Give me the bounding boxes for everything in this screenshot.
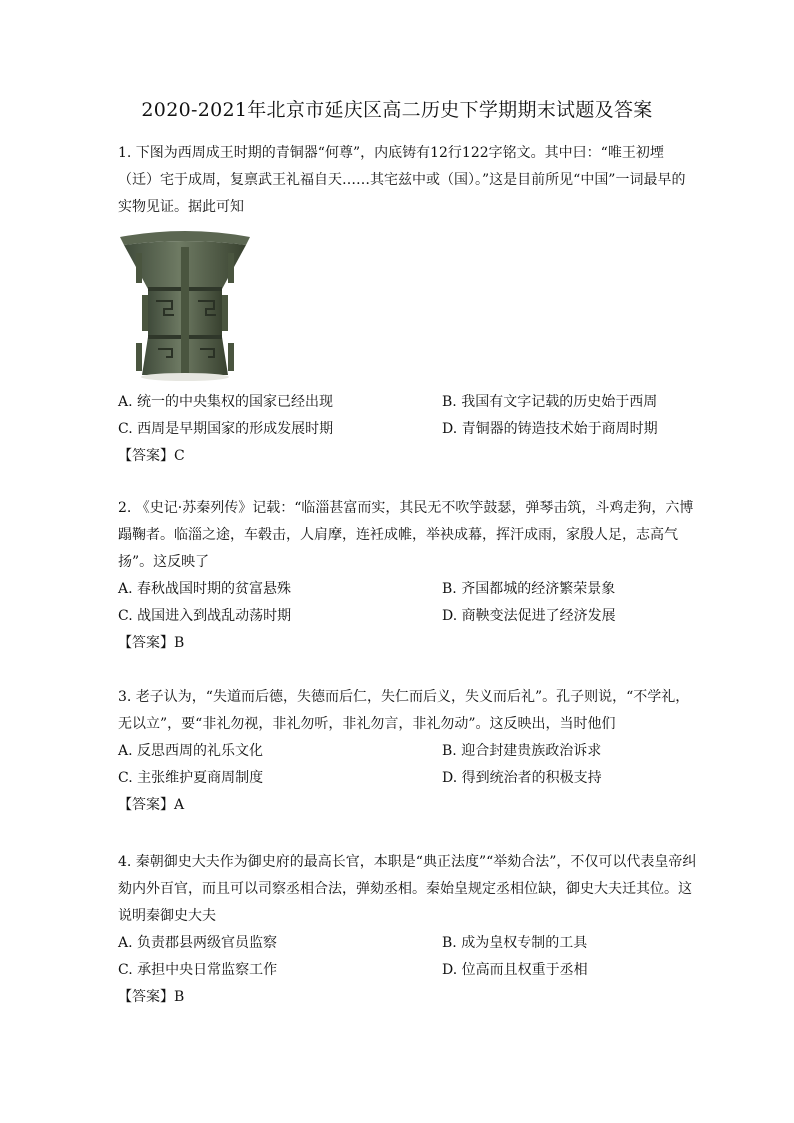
bronze-vessel-photo <box>118 231 252 383</box>
option-a: A. 统一的中央集权的国家已经出现 <box>118 394 334 410</box>
question-stem: 4. 秦朝御史大夫作为御史府的最高长官，本职是“典正法度”“举劾合法”，不仅可以代表皇帝纠劾内外百官，而且可以司察丞相合法，弹劾丞相。秦始皇规定丞相位缺，御史大夫迁其位。这说明秦御史大夫 <box>118 854 697 924</box>
option-d: D. 得到统治者的积极支持 <box>442 770 602 786</box>
document-title: 2020-2021年北京市延庆区高二历史下学期期末试题及答案 <box>141 99 653 121</box>
question-2 <box>118 495 698 657</box>
options <box>118 738 698 792</box>
options <box>118 930 698 984</box>
question-stem: 1. 下图为西周成王时期的青铜器“何尊”，内底铸有12行122字铭文。其中曰：“唯王初堙（迁）宅于成周，复禀武王礼福自天……其宅兹中或（国）。”这是目前所见“中国”一词最早的实物见证。据此可知 <box>118 145 686 215</box>
question-1 <box>118 140 698 470</box>
option-c: C. 西周是早期国家的形成发展时期 <box>118 421 334 437</box>
question-stem: 2. 《史记·苏秦列传》记载：“临淄甚富而实，其民无不吹竽鼓瑟，弹琴击筑，斗鸡走狗，六博蹋鞠者。临淄之途，车毂击，人肩摩，连衽成帷，举袂成幕，挥汗成雨，家殷人足，志高气扬”。这反映了 <box>118 500 694 570</box>
option-c: C. 战国进入到战乱动荡时期 <box>118 608 292 624</box>
options <box>118 389 698 443</box>
options <box>118 576 698 630</box>
answer-label: 【答案】B <box>118 635 185 651</box>
option-a: A. 负责郡县两级官员监察 <box>118 935 278 951</box>
option-d: D. 商鞅变法促进了经济发展 <box>442 608 616 624</box>
answer-label: 【答案】C <box>118 448 185 464</box>
option-c: C. 主张维护夏商周制度 <box>118 770 264 786</box>
option-b: B. 我国有文字记载的历史始于西周 <box>442 394 658 410</box>
option-a: A. 春秋战国时期的贫富悬殊 <box>118 581 292 597</box>
option-b: B. 齐国都城的经济繁荣景象 <box>442 581 616 597</box>
option-c: C. 承担中央日常监察工作 <box>118 962 278 978</box>
question-4 <box>118 849 698 1011</box>
answer-label: 【答案】B <box>118 989 185 1005</box>
question-3 <box>118 684 698 819</box>
option-d: D. 位高而且权重于丞相 <box>442 962 588 978</box>
option-b: B. 成为皇权专制的工具 <box>442 935 588 951</box>
option-a: A. 反思西周的礼乐文化 <box>118 743 264 759</box>
answer-label: 【答案】A <box>118 797 185 813</box>
option-b: B. 迎合封建贵族政治诉求 <box>442 743 602 759</box>
option-d: D. 青铜器的铸造技术始于商周时期 <box>442 421 658 437</box>
question-stem: 3. 老子认为，“失道而后德，失德而后仁，失仁而后义，失义而后礼”。孔子则说，“不学礼，无以立”，要“非礼勿视，非礼勿听，非礼勿言，非礼勿动”。这反映出，当时他们 <box>118 689 690 732</box>
